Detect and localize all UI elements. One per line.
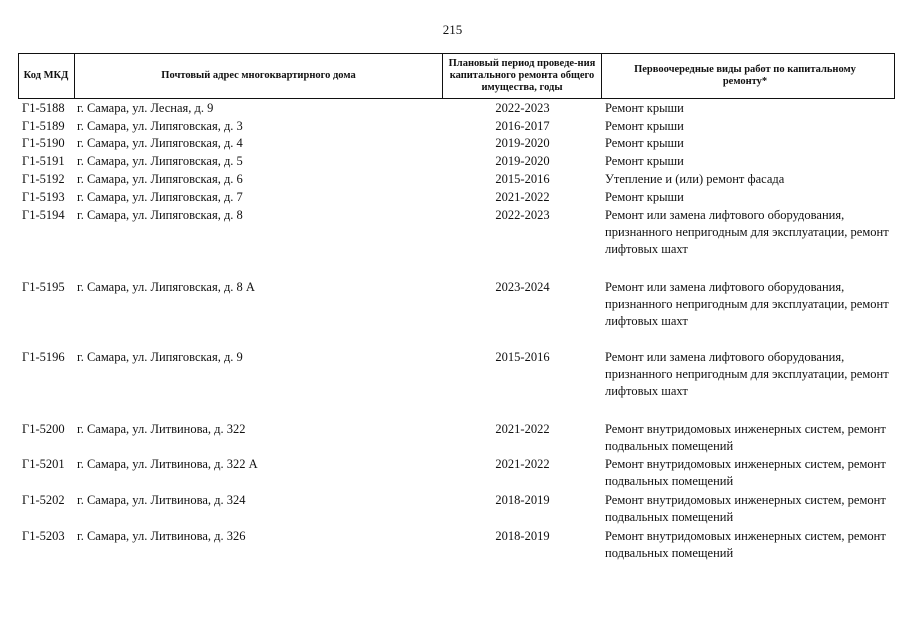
header-divider [442,53,443,99]
row-code: Г1-5192 [22,172,65,186]
row-code: Г1-5202 [22,493,65,507]
row-period: 2021-2022 [495,190,550,204]
row-code: Г1-5190 [22,136,65,150]
row-period: 2019-2020 [495,154,550,168]
row-code: Г1-5189 [22,119,65,133]
row-address: г. Самара, ул. Липяговская, д. 9 [77,350,243,364]
row-period: 2021-2022 [495,457,550,471]
header-divider [601,53,602,99]
row-address: г. Самара, ул. Лесная, д. 9 [77,101,214,115]
row-address: г. Самара, ул. Липяговская, д. 6 [77,172,243,186]
row-period: 2023-2024 [495,280,550,294]
row-code: Г1-5196 [22,350,65,364]
row-works: Ремонт внутридомовых инженерных систем, ремонт подвальных помещений [605,529,886,560]
row-address: г. Самара, ул. Литвинова, д. 322 А [77,457,258,471]
row-code: Г1-5201 [22,457,65,471]
row-code: Г1-5203 [22,529,65,543]
row-code: Г1-5193 [22,190,65,204]
row-works: Ремонт внутридомовых инженерных систем, ремонт подвальных помещений [605,422,886,453]
row-address: г. Самара, ул. Липяговская, д. 3 [77,119,243,133]
row-period: 2022-2023 [495,101,550,115]
row-address: г. Самара, ул. Литвинова, д. 322 [77,422,246,436]
row-period: 2019-2020 [495,136,550,150]
header-address: Почтовый адрес многоквартирного дома [161,70,356,81]
row-works: Ремонт или замена лифтового оборудования, признанного непригодным для эксплуатации, ремонт лифтовых шахт [605,350,889,398]
row-period: 2015-2016 [495,350,550,364]
header-period: Плановый период проведе-ния капитального ремонта общего имущества, годы [448,58,596,93]
row-works: Ремонт крыши [605,190,684,204]
row-period: 2018-2019 [495,493,550,507]
row-address: г. Самара, ул. Литвинова, д. 324 [77,493,246,507]
row-period: 2016-2017 [495,119,550,133]
row-works: Ремонт крыши [605,136,684,150]
page-number: 215 [442,22,463,37]
row-code: Г1-5200 [22,422,65,436]
row-works: Ремонт внутридомовых инженерных систем, ремонт подвальных помещений [605,457,886,488]
header-works: Первоочередные виды работ по капитальному ремонту* [634,64,856,87]
row-address: г. Самара, ул. Липяговская, д. 8 [77,208,243,222]
row-code: Г1-5191 [22,154,65,168]
row-period: 2022-2023 [495,208,550,222]
row-period: 2021-2022 [495,422,550,436]
row-address: г. Самара, ул. Литвинова, д. 326 [77,529,246,543]
row-address: г. Самара, ул. Липяговская, д. 8 А [77,280,255,294]
row-works: Ремонт крыши [605,101,684,115]
header-code: Код МКД [23,70,69,81]
row-works: Ремонт или замена лифтового оборудования, признанного непригодным для эксплуатации, ремонт лифтовых шахт [605,208,889,256]
row-code: Г1-5194 [22,208,65,222]
row-period: 2015-2016 [495,172,550,186]
row-address: г. Самара, ул. Липяговская, д. 7 [77,190,243,204]
row-works: Ремонт крыши [605,154,684,168]
row-works: Ремонт крыши [605,119,684,133]
row-code: Г1-5188 [22,101,65,115]
row-address: г. Самара, ул. Липяговская, д. 4 [77,136,243,150]
row-address: г. Самара, ул. Липяговская, д. 5 [77,154,243,168]
row-code: Г1-5195 [22,280,65,294]
row-period: 2018-2019 [495,529,550,543]
row-works: Утепление и (или) ремонт фасада [605,172,785,186]
row-works: Ремонт или замена лифтового оборудования, признанного непригодным для эксплуатации, ремонт лифтовых шахт [605,280,889,328]
row-works: Ремонт внутридомовых инженерных систем, ремонт подвальных помещений [605,493,886,524]
